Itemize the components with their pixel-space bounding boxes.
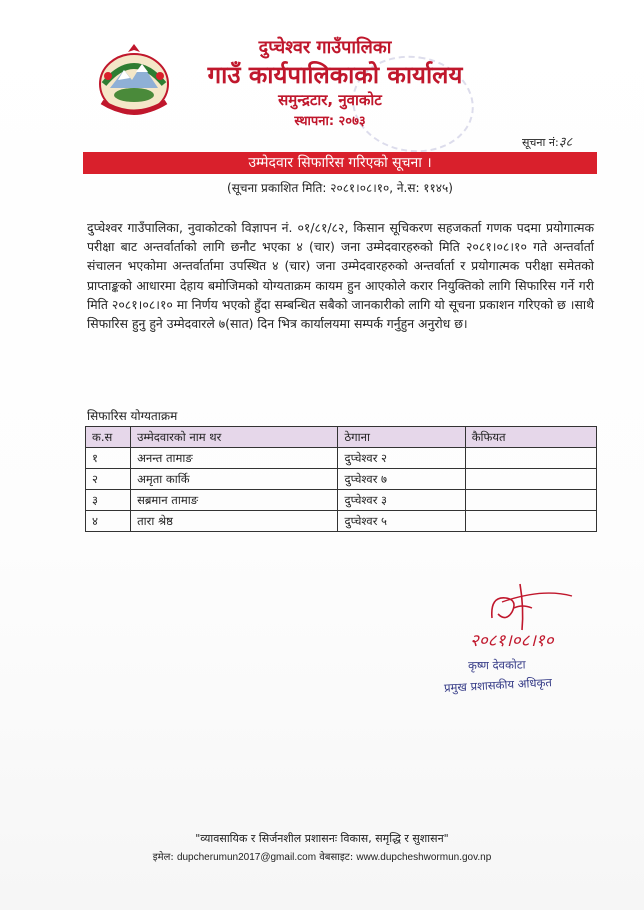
cell-name: अमृता कार्कि xyxy=(131,469,338,490)
cell-remarks xyxy=(465,490,596,511)
signatory-name: कृष्ण देवकोटा xyxy=(467,657,526,673)
table-header-row xyxy=(86,427,597,448)
table-row xyxy=(86,511,597,532)
cell-address: दुप्चेश्वर २ xyxy=(338,448,465,469)
cell-name: अनन्त तामाङ xyxy=(131,448,338,469)
cell-remarks xyxy=(465,469,596,490)
column-header-remarks: कैफियत xyxy=(465,427,596,448)
cell-address: दुप्चेश्वर ५ xyxy=(338,511,465,532)
email-label: इमेल: xyxy=(152,852,174,863)
column-header-serial: क.स xyxy=(86,427,131,448)
recommendation-table xyxy=(85,426,597,532)
footer-contact xyxy=(0,849,644,863)
published-date: (सूचना प्रकाशित मिति: २०८१।०८।१०, ने.स: ११४५) xyxy=(227,181,453,195)
cell-name: तारा श्रेष्ठ xyxy=(131,511,338,532)
handwritten-date: २०८१।०८।१० xyxy=(470,631,554,650)
table-row xyxy=(86,469,597,490)
cell-serial: २ xyxy=(86,469,131,490)
email-link[interactable]: dupcherumun2017@gmail.com xyxy=(176,852,317,863)
cell-address: दुप्चेश्वर ७ xyxy=(338,469,465,490)
notice-body: दुप्चेश्वर गाउँपालिका, नुवाकोटको विज्ञापन नं. ०१/८१/८२, किसान सूचिकरण सहजकर्ता गणक पदमा प्रयोगात्मक परीक्षा बाट अन्तर्वार्ताको लागि छनौट भएका ४ (चार) जना उम्मेदवारहरुको मिति २०८१।०८।१० गते अन्तर्वार्ता संचालन भएकोमा अन्तर्वार्तामा उपस्थित ४ (चार) जना उम्मेदवारहरुको अन्तर्वार्ता र प्रयोगात्मक परीक्षा समेतको प्राप्ताङ्कको आधारमा देहाय बमोजिमको योग्यताक्रम कायम हुन आएकोले करार नियुक्तिको लागि सिफारिस गर्ने गरी मिति २०८१।०८।१० मा निर्णय भएको हुँदा सम्बन्धित सबैको जानकारीको लागि यो सूचना प्रकाशन गरिएको छ ।साथै सिफारिस हुनु हुने उम्मेदवारले ७(सात) दिन भित्र कार्यालयमा सम्पर्क गर्नुहुन अनुरोध छ। xyxy=(87,220,594,332)
table-row xyxy=(86,448,597,469)
cell-address: दुप्चेश्वर ३ xyxy=(338,490,465,511)
table-row xyxy=(86,490,597,511)
cell-serial: ४ xyxy=(86,511,131,532)
footer-slogan: "व्यावसायिक र सिर्जनशील प्रशासनः विकास, समृद्धि र सुशासन" xyxy=(195,832,449,845)
municipality-name: दुप्चेश्वर गाउँपालिका xyxy=(258,37,392,58)
establishment-year: स्थापना: २०७३ xyxy=(294,114,366,129)
nepal-emblem-icon xyxy=(88,40,180,122)
column-header-address: ठेगाना xyxy=(338,427,465,448)
cell-serial: १ xyxy=(86,448,131,469)
table-caption: सिफारिस योग्यताक्रम xyxy=(87,409,178,423)
notice-number-value: ३८ xyxy=(558,135,573,150)
office-address: समुन्द्रटार, नुवाकोट xyxy=(278,91,382,109)
column-header-name: उम्मेदवारको नाम थर xyxy=(131,427,338,448)
notice-title: उम्मेदवार सिफारिस गरिएको सूचना । xyxy=(83,152,597,174)
cell-remarks xyxy=(465,511,596,532)
cell-serial: ३ xyxy=(86,490,131,511)
website-link[interactable]: www.dupcheshwormun.gov.np xyxy=(356,852,492,863)
website-label: वेबसाइट: xyxy=(319,852,354,863)
signatory-designation: प्रमुख प्रशासकीय अधिकृत xyxy=(443,675,553,695)
office-name: गाउँ कार्यपालिकाको कार्यालय xyxy=(207,61,463,89)
signature-icon xyxy=(462,578,582,650)
cell-remarks xyxy=(465,448,596,469)
notice-number-label: सूचना नं: xyxy=(522,136,559,149)
cell-name: सब्रमान तामाङ xyxy=(131,490,338,511)
notice-number xyxy=(522,132,572,150)
